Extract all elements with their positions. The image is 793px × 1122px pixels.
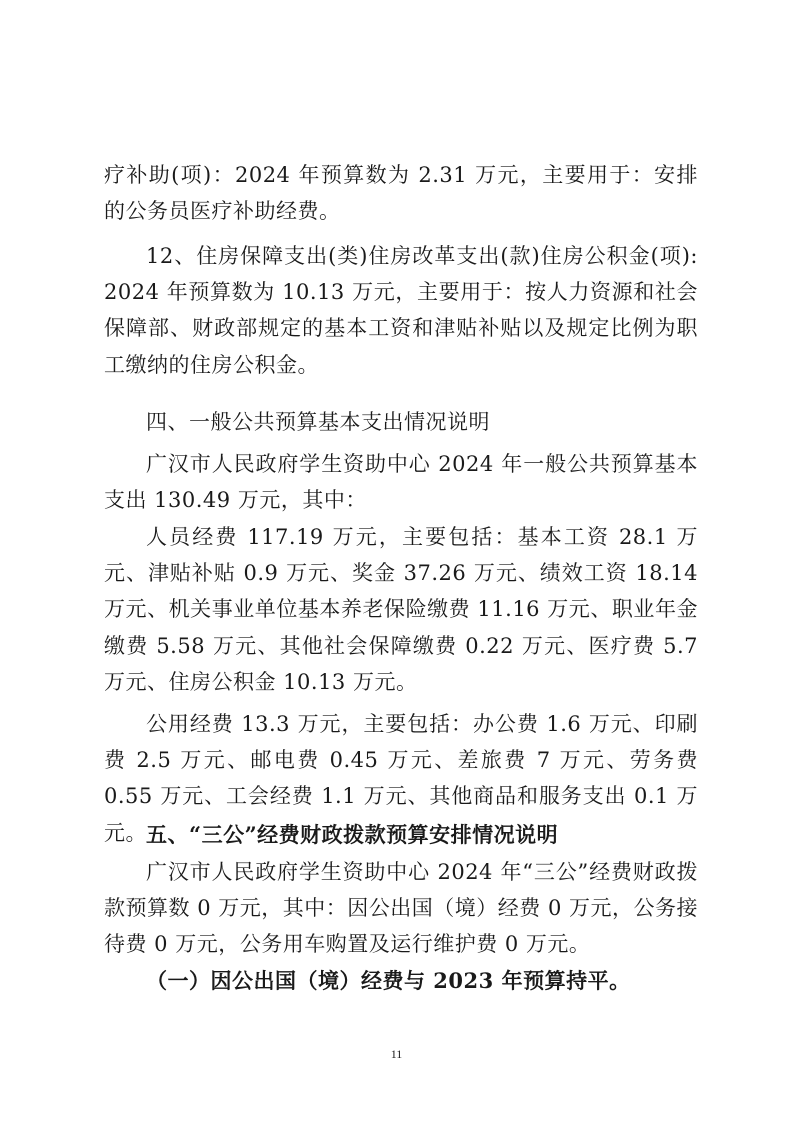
paragraph-public-expenses: 公用经费 13.3 万元，主要包括：办公费 1.6 万元、印刷费 2.5 万元、邮电费 0.45 万元、差旅费 7 万元、劳务费 0.55 万元、工会经费 1.1 万元、其他商品和服务支出 0.1 万元。	[104, 712, 698, 845]
section-heading-five: 五、“三公”经费财政拨款预算安排情况说明	[146, 822, 559, 847]
paragraph-three-public-budget: 广汉市人民政府学生资助中心 2024 年“三公”经费财政拨款预算数 0 万元，其中：因公出国（境）经费 0 万元，公务接待费 0 万元，公务用车购置及运行维护费 0 万元。	[104, 860, 698, 957]
paragraph-housing-fund-item-12: 12、住房保障支出(类)住房改革支出(款)住房公积金(项): 2024 年预算数为 10.13 万元，主要用于：按人力资源和社会保障部、财政部规定的基本工资和津贴补贴以及规定比例为职工缴纳的住房公积金。	[104, 244, 698, 377]
page-number: 11	[390, 1047, 403, 1061]
paragraph-personnel-expenses: 人员经费 117.19 万元，主要包括：基本工资 28.1 万元、津贴补贴 0.9 万元、奖金 37.26 万元、绩效工资 18.14 万元、机关事业单位基本养老保险缴费 11.16 万元、职业年金缴费 5.58 万元、其他社会保障缴费 0.22 万元、医疗费 5.7 万元、住房公积金 10.13 万元。	[104, 525, 698, 694]
paragraph-basic-expenditure-total: 广汉市人民政府学生资助中心 2024 年一般公共预算基本支出 130.49 万元，其中：	[104, 452, 698, 513]
subheading-overseas-expenses: （一）因公出国（境）经费与 2023 年预算持平。	[146, 968, 631, 993]
paragraph-medical-subsidy-continuation: 疗补助(项)：2024 年预算数为 2.31 万元，主要用于：安排的公务员医疗补助经费。	[104, 163, 698, 224]
section-heading-four: 四、一般公共预算基本支出情况说明	[146, 410, 490, 434]
